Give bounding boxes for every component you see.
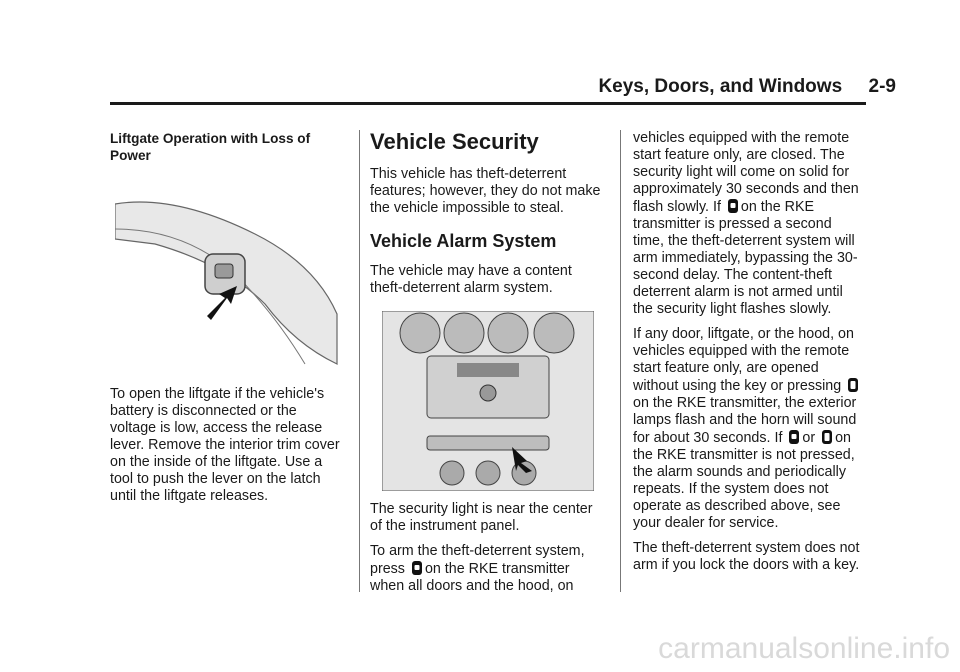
paragraph <box>370 543 602 595</box>
lock-icon <box>411 560 423 576</box>
lock-icon <box>788 429 800 445</box>
header-rule <box>110 102 866 105</box>
paragraph-text: vehicles equipped with the remote start feature only, are closed. The security light will come on solid for approximately 30 seconds and then flash slowly. If <box>633 130 859 215</box>
paragraph: To open the liftgate if the vehicle's battery is disconnected or the voltage is low, access the release lever. Remove the interior trim cover on the inside of the liftgate. Use a tool to push the lever on the latch until the liftgate releases. <box>110 386 340 504</box>
paragraph: The security light is near the center of the instrument panel. <box>370 501 593 534</box>
paragraph: The theft-deterrent system does not arm if you lock the doors with a key. <box>633 540 860 573</box>
paragraph-text: on the RKE transmitter, the exterior lamps flash and the horn will sound for about 30 seconds. If <box>633 395 857 446</box>
paragraph <box>633 130 865 318</box>
paragraph-text: on the RKE transmitter is not pressed, the alarm sounds and periodically repeats. If the system does not operate as described above, see your dealer for service. <box>633 430 855 531</box>
section-title: Vehicle Security <box>370 129 539 154</box>
column-2 <box>370 130 602 603</box>
unlock-icon <box>821 429 833 445</box>
column-3 <box>633 130 865 582</box>
section-subtitle: Vehicle Alarm System <box>370 231 557 251</box>
paragraph-text: on the RKE transmitter when all doors and the hood, on <box>370 561 574 594</box>
paragraph: The vehicle may have a content theft-deterrent alarm system. <box>370 263 572 296</box>
paragraph-text: If any door, liftgate, or the hood, on vehicles equipped with the remote start feature only, are opened without using the key or pressing <box>633 326 854 394</box>
lock-icon <box>727 198 739 214</box>
paragraph: This vehicle has theft-deterrent features; however, they do not make the vehicle impossible to steal. <box>370 166 601 216</box>
paragraph-text: To arm the theft-deterrent system, press <box>370 543 585 577</box>
section-subheading: Liftgate Operation with Loss of Power <box>110 131 311 163</box>
page-header-title: Keys, Doors, and Windows 2-9 <box>598 76 896 97</box>
paragraph-text: on the RKE transmitter is pressed a second time, the theft-deterrent system will arm immediately, bypassing the 30-second delay. The content-theft deterrent alarm is not armed until the security light flashes slowly. <box>633 199 858 317</box>
paragraph-text: or <box>802 430 820 446</box>
column-divider <box>620 130 621 592</box>
column-1 <box>110 130 345 513</box>
liftgate-latch-illustration <box>115 194 340 374</box>
paragraph <box>633 326 865 532</box>
unlock-icon <box>847 377 859 393</box>
instrument-panel-illustration <box>382 311 594 491</box>
column-divider <box>359 130 360 592</box>
watermark: carmanualsonline.info <box>658 632 950 665</box>
